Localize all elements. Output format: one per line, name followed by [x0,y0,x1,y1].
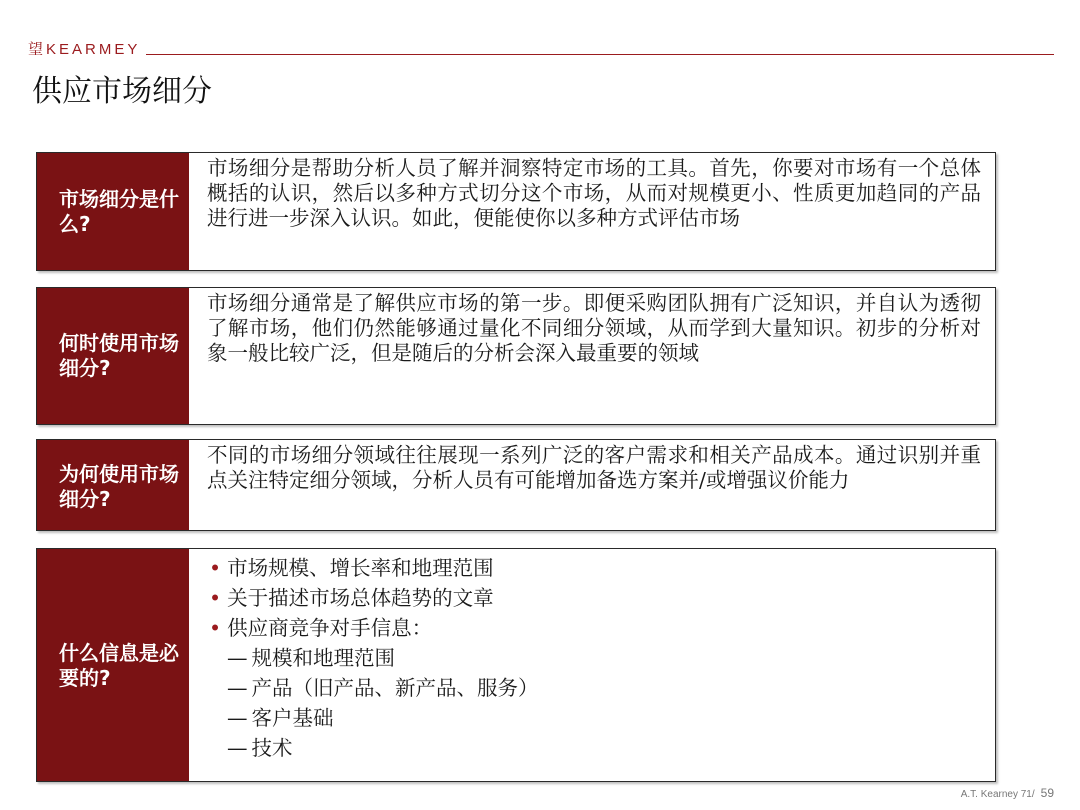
section-body: 不同的市场细分领域往往展现一系列广泛的客户需求和相关产品成本。通过识别并重点关注特定细分领域，分析人员有可能增加备选方案并/或增强议价能力 [207,443,981,492]
section-label-text: 为何使用市场细分? [59,462,179,511]
footer-source: A.T. Kearney 71/ [960,789,1035,800]
section-body: 市场细分通常是了解供应市场的第一步。即便采购团队拥有广泛知识，并自认为透彻了解市场，他们仍然能够通过量化不同细分领域，从而学到大量知识。初步的分析对象一般比较广泛，但是随后的分析会深入最重要的领域 [207,291,981,365]
list-subitem [209,703,981,733]
section-body: 市场细分是帮助分析人员了解并洞察特定市场的工具。首先，你要对市场有一个总体概括的认识，然后以多种方式切分这个市场，从而对规模更小、性质更加趋同的产品进行进一步深入认识。如此，便能使你以多种方式评估市场 [207,156,981,230]
section-what-is-segmentation [36,152,996,271]
list-item-text: 客户基础 [251,706,334,730]
list-item-text: 规模和地理范围 [251,646,395,670]
list-item [209,553,981,583]
dash-icon: — [227,676,248,700]
section-label [37,549,189,781]
list-subitem [209,643,981,673]
dash-icon: — [227,646,248,670]
section-label-text: 市场细分是什么? [59,186,179,236]
list-item-text: 产品（旧产品、新产品、服务） [251,676,539,700]
section-label-text: 什么信息是必要的? [59,641,179,690]
section-label [37,288,189,424]
list-item [209,613,981,643]
list-item-text: 供应商竞争对手信息： [227,616,433,640]
bullet-icon: • [209,556,222,580]
section-label [37,153,189,270]
section-required-info [36,548,996,782]
bullet-icon: • [209,616,222,640]
section-when-to-use [36,287,996,425]
list-item-text: 市场规模、增长率和地理范围 [227,556,494,580]
footer [961,786,1054,800]
page-title: 供应市场细分 [32,74,212,109]
dash-icon: — [227,706,248,730]
section-label [37,440,189,530]
list-item-text: 关于描述市场总体趋势的文章 [227,586,494,610]
list-subitem [209,673,981,703]
section-why-use [36,439,996,531]
page-number: 59 [1040,786,1054,800]
header-divider [146,54,1054,55]
bullet-icon: • [209,586,222,610]
dash-icon: — [227,736,248,760]
list-subitem [209,733,981,763]
list-item [209,583,981,613]
list-item-text: 技术 [251,736,293,760]
required-info-list [209,553,981,763]
brand-logo: 望KEARMEY [28,41,141,58]
section-label-text: 何时使用市场细分? [59,331,179,380]
